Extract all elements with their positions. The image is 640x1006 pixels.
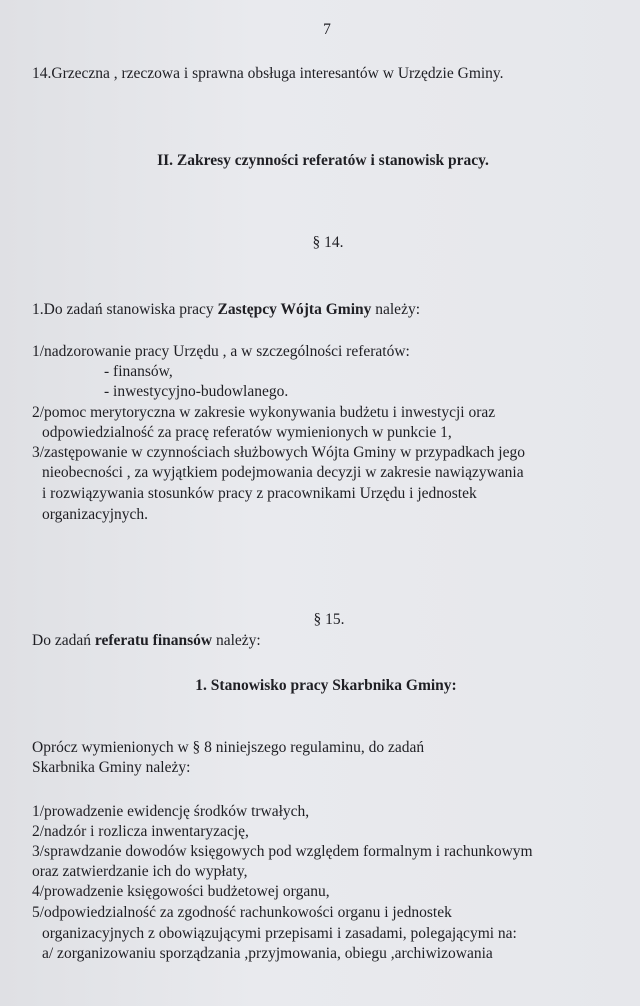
paragraph-15-sign: § 15. [313, 611, 345, 628]
list-item: 2/pomoc merytoryczna w zakresie wykonywania budżetu i inwestycji oraz [32, 404, 496, 421]
section-heading: II. Zakresy czynności referatów i stanowisk pracy. [157, 152, 489, 169]
intro-end-text: należy: [212, 632, 261, 649]
page-number: 7 [323, 21, 331, 38]
body-text: Oprócz wymienionych w § 8 niniejszego regulaminu, do zadań [32, 739, 425, 756]
subheading: 1. Stanowisko pracy Skarbnika Gminy: [195, 677, 457, 694]
intro-text: Do zadań [32, 632, 95, 649]
intro-end-text: należy: [371, 301, 421, 318]
intro-text: 1.Do zadań stanowiska pracy [32, 301, 218, 318]
list-item: a/ zorganizowaniu sporządzania ,przyjmowania, obiegu ,archiwizowania [42, 945, 493, 962]
paragraph-15-intro [32, 631, 261, 650]
list-item: - inwestycyjno-budowlanego. [104, 383, 289, 400]
list-item: 5/odpowiedzialność za zgodność rachunkowości organu i jednostek [32, 904, 452, 921]
list-item: 4/prowadzenie księgowości budżetowej organu, [32, 883, 330, 900]
paragraph-14-intro [32, 300, 420, 319]
list-item: organizacyjnych z obowiązującymi przepisami i zasadami, polegającymi na: [42, 925, 517, 942]
intro-bold-text: Zastępcy Wójta Gminy [217, 301, 372, 318]
list-item: 3/sprawdzanie dowodów księgowych pod względem formalnym i rachunkowym [32, 843, 533, 860]
list-item: oraz zatwierdzanie ich do wypłaty, [32, 863, 248, 880]
list-item: 1/nadzorowanie pracy Urzędu , a w szczególności referatów: [32, 343, 410, 360]
list-item: odpowiedzialność za pracę referatów wymienionych w punkcie 1, [42, 424, 452, 441]
list-item: i rozwiązywania stosunków pracy z pracownikami Urzędu i jednostek [42, 485, 477, 502]
paragraph-14-sign: § 14. [312, 234, 344, 251]
list-item: 2/nadzór i rozlicza inwentaryzację, [32, 823, 249, 840]
list-item: 3/zastępowanie w czynnościach służbowych Wójta Gminy w przypadkach jego [32, 444, 525, 461]
list-item: - finansów, [104, 363, 173, 380]
body-text: Skarbnika Gminy należy: [32, 759, 191, 776]
intro-bold-text: referatu finansów [94, 632, 213, 649]
list-item: nieobecności , za wyjątkiem podejmowania decyzji w zakresie nawiązywania [42, 464, 524, 481]
item-14: 14.Grzeczna , rzeczowa i sprawna obsługa interesantów w Urzędzie Gminy. [32, 65, 504, 82]
list-item: 1/prowadzenie ewidencję środków trwałych, [32, 803, 310, 820]
list-item: organizacyjnych. [42, 506, 149, 523]
